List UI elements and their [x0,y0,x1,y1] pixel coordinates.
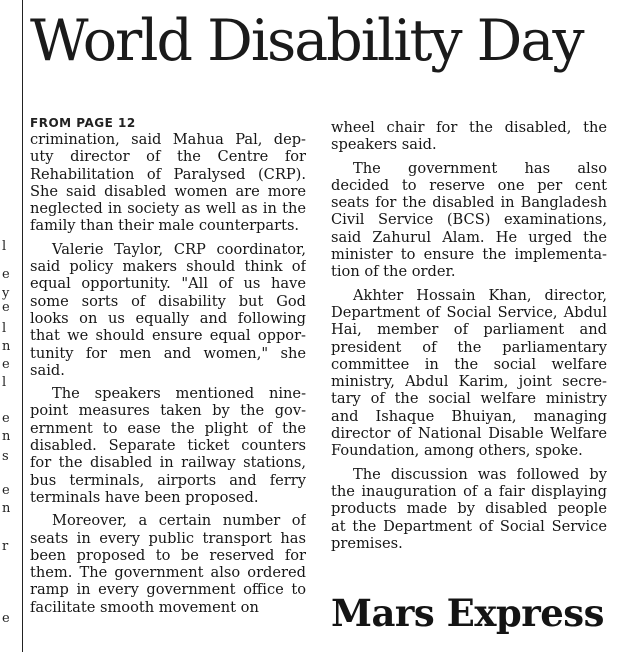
text-line: uty director of the Centre for [30,148,306,166]
text-line: Moreover, a certain number of [52,512,306,530]
clipped-text-fragment: e [2,267,10,282]
clipped-text-fragment: r [2,539,9,554]
text-line: them. The government also ordered [30,564,306,582]
text-line: The government has also [353,159,607,177]
text-line: seats for the disabled in Bangladesh [331,194,607,212]
clipped-text-fragment: e [2,611,10,626]
text-line: The speakers mentioned nine- [52,385,306,403]
article-paragraph [331,466,607,552]
article-column-2 [331,119,607,552]
text-line: disabled. Separate ticket counters [30,437,306,455]
clipped-text-fragment: e [2,483,10,498]
clipped-text-fragment: e [2,357,10,372]
clipped-text-fragment: e [2,411,10,426]
text-line: president of the parliamentary [331,338,607,356]
text-line: terminals have been proposed. [30,488,259,506]
clipped-text-fragment: n [2,429,11,444]
text-line: tion of the order. [331,263,456,281]
text-line: Foundation, among others, spoke. [331,442,583,460]
text-line: the inauguration of a fair displaying [331,482,607,500]
text-line: ramp in every government office to [30,581,306,599]
clipped-text-fragment: e [2,300,10,315]
clipped-text-fragment: n [2,339,11,354]
text-line: Akhter Hossain Khan, director, [353,286,607,304]
article-paragraph [30,385,306,506]
text-line: ministry, Abdul Karim, joint secre- [331,373,607,391]
text-line: The discussion was followed by [353,465,607,483]
text-line: tunity for men and women," she [30,344,306,362]
text-line: Department of Social Service, Abdul [331,303,607,321]
text-line: for the disabled in railway stations, [30,454,306,472]
text-line: point measures taken by the gov- [30,402,306,420]
text-line: Rehabilitation of Paralysed (CRP). [30,165,306,183]
text-line: facilitate smooth movement on [30,598,259,616]
clipped-text-fragment: l [2,239,7,254]
text-line: equal opportunity. "All of us have [30,275,306,293]
article-paragraph [30,512,306,616]
clipped-text-fragment: n [2,501,11,516]
text-line: said Zahurul Alam. He urged the [331,228,607,246]
continuation-label: FROM PAGE 12 [30,116,136,130]
text-line: neglected in society as well as in the [30,200,306,218]
text-line: premises. [331,534,403,552]
clipped-text-fragment: s [2,449,9,464]
text-line: She said disabled women are more [30,182,306,200]
text-line: Civil Service (BCS) examinations, [331,211,607,229]
text-line: Hai, member of parliament and [331,321,607,339]
text-line: seats in every public transport has [30,529,306,547]
next-article-headline-continued-clipped [331,640,531,652]
article-paragraph [331,287,607,460]
text-line: bus terminals, airports and ferry [30,471,306,489]
text-line: some sorts of disability but God [30,292,306,310]
clipped-text-fragment: l [2,375,7,390]
text-line: looks on us equally and following [30,309,306,327]
text-line: and Ishaque Bhuiyan, managing [331,407,607,425]
text-line: director of National Disable Welfare [331,425,607,443]
article-headline: World Disability Day [30,8,583,74]
article-paragraph [30,131,306,235]
text-line: minister to ensure the implementa- [331,246,607,264]
text-line: committee in the social welfare [331,355,607,373]
next-article-headline: Mars Express [331,591,604,635]
text-line: tary of the social welfare ministry [331,390,607,408]
text-line: ernment to ease the plight of the [30,419,306,437]
text-line: wheel chair for the disabled, the [331,119,607,136]
text-line: family than their male counterparts. [30,217,300,235]
text-line: decided to reserve one per cent [331,176,607,194]
text-line: crimination, said Mahua Pal, dep- [30,131,306,148]
text-line: been proposed to be reserved for [30,546,306,564]
clipped-text-fragment: l [2,321,7,336]
text-line: said policy makers should think of [30,258,306,276]
text-line: said. [30,361,65,379]
clipped-text-fragment: y [2,286,10,301]
article-column-1 [30,131,306,616]
article-paragraph [30,241,306,379]
adjacent-article-clipped-column [0,0,23,652]
text-line: speakers said. [331,136,437,154]
text-line: at the Department of Social Service [331,517,607,535]
text-line: that we should ensure equal oppor- [30,327,306,345]
article-paragraph [331,160,607,281]
text-line: products made by disabled people [331,500,607,518]
article-paragraph [331,119,607,154]
text-line: Valerie Taylor, CRP coordinator, [52,240,306,258]
